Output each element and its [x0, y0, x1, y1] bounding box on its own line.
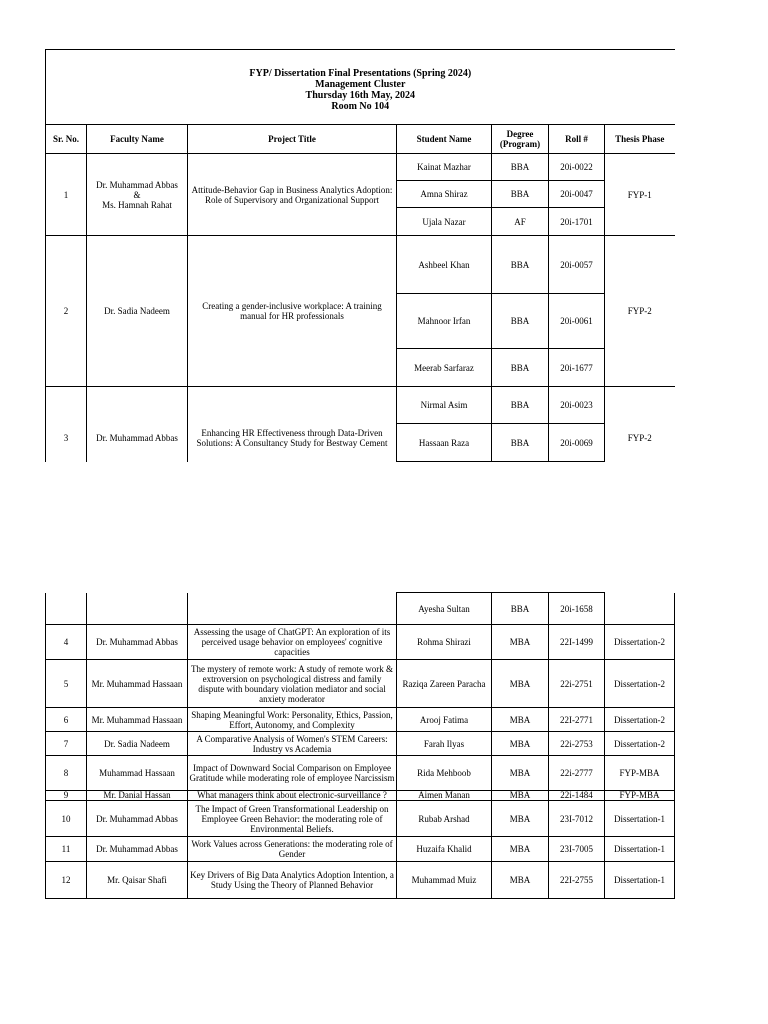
- faculty-cell: Muhammad Hassaan: [87, 756, 188, 791]
- phase-cell: Dissertation-1: [605, 801, 675, 837]
- sr-cell: 1: [46, 154, 87, 236]
- header-title: FYP/ Dissertation Final Presentations (Spring 2024): [249, 68, 472, 79]
- student-name-cell: Rubab Arshad: [397, 801, 492, 837]
- project-title-cell: Work Values across Generations: the moderating role of Gender: [188, 837, 397, 862]
- student-name-cell: Farah Ilyas: [397, 732, 492, 756]
- roll-cell: 20i-1658: [549, 593, 605, 625]
- degree-cell: MBA: [492, 801, 549, 837]
- faculty-cell: [87, 593, 188, 625]
- degree-cell: BBA: [492, 349, 549, 387]
- page-two-table-block: [45, 592, 675, 899]
- faculty-cell: Dr. Muhammad Abbas: [87, 801, 188, 837]
- phase-cell: [605, 593, 675, 625]
- student-name-cell: Meerab Sarfaraz: [397, 349, 492, 387]
- student-name-cell: Ujala Nazar: [397, 208, 492, 236]
- phase-cell: Dissertation-1: [605, 837, 675, 862]
- degree-cell: MBA: [492, 862, 549, 899]
- student-name-cell: Arooj Fatima: [397, 708, 492, 732]
- degree-cell: MBA: [492, 732, 549, 756]
- sr-cell: 5: [46, 660, 87, 708]
- phase-cell: FYP-2: [605, 236, 675, 387]
- faculty-cell: Mr. Qaisar Shafi: [87, 862, 188, 899]
- table-row: [46, 708, 675, 732]
- header-room: Room No 104: [331, 101, 390, 112]
- student-name-cell: Aimen Manan: [397, 791, 492, 801]
- roll-cell: 20i-0022: [549, 154, 605, 181]
- table-row: [46, 837, 675, 862]
- student-name-cell: Rida Mehboob: [397, 756, 492, 791]
- student-name-cell: Ayesha Sultan: [397, 593, 492, 625]
- project-title-cell: Enhancing HR Effectiveness through Data-Driven Solutions: A Consultancy Study for Bestway Cement: [188, 387, 397, 462]
- table-row: [46, 236, 675, 294]
- student-name-cell: Mahnoor Irfan: [397, 294, 492, 349]
- phase-cell: Dissertation-2: [605, 732, 675, 756]
- col-header-faculty: Faculty Name: [87, 125, 188, 154]
- roll-cell: 20i-0057: [549, 236, 605, 294]
- table-row: [46, 154, 675, 181]
- project-title-cell: Key Drivers of Big Data Analytics Adoption Intention, a Study Using the Theory of Planned Behavior: [188, 862, 397, 899]
- roll-cell: 22i-2753: [549, 732, 605, 756]
- sr-cell: 3: [46, 387, 87, 462]
- degree-cell: BBA: [492, 181, 549, 208]
- phase-cell: Dissertation-1: [605, 862, 675, 899]
- degree-cell: AF: [492, 208, 549, 236]
- degree-cell: BBA: [492, 387, 549, 424]
- project-title-cell: Shaping Meaningful Work: Personality, Ethics, Passion, Effort, Autonomy, and Complexity: [188, 708, 397, 732]
- schedule-table-part-2: [45, 592, 675, 899]
- student-name-cell: Nirmal Asim: [397, 387, 492, 424]
- col-header-phase: Thesis Phase: [605, 125, 675, 154]
- sr-cell: 12: [46, 862, 87, 899]
- phase-cell: FYP-MBA: [605, 756, 675, 791]
- roll-cell: 20i-0023: [549, 387, 605, 424]
- degree-cell: MBA: [492, 660, 549, 708]
- sr-cell: 11: [46, 837, 87, 862]
- phase-cell: Dissertation-2: [605, 625, 675, 660]
- student-name-cell: Muhammad Muiz: [397, 862, 492, 899]
- table-row: [46, 660, 675, 708]
- table-row: [46, 732, 675, 756]
- roll-cell: 23I-7012: [549, 801, 605, 837]
- faculty-cell: Dr. Muhammad Abbas: [87, 625, 188, 660]
- degree-cell: BBA: [492, 236, 549, 294]
- project-title-cell: Assessing the usage of ChatGPT: An exploration of its perceived usage behavior on employees' cognitive capacities: [188, 625, 397, 660]
- degree-cell: MBA: [492, 837, 549, 862]
- faculty-cell: Dr. Muhammad Abbas: [87, 837, 188, 862]
- col-header-degree-line1: Degree: [506, 129, 534, 139]
- roll-cell: 20i-0047: [549, 181, 605, 208]
- table-row: [46, 756, 675, 791]
- faculty-line: Ms. Hamnah Rahat: [102, 199, 172, 210]
- faculty-cell: Mr. Muhammad Hassaan: [87, 708, 188, 732]
- degree-cell: BBA: [492, 424, 549, 462]
- roll-cell: 22I-1499: [549, 625, 605, 660]
- faculty-cell: Mr. Danial Hassan: [87, 791, 188, 801]
- sr-cell: 6: [46, 708, 87, 732]
- degree-cell: BBA: [492, 294, 549, 349]
- degree-cell: BBA: [492, 593, 549, 625]
- phase-cell: Dissertation-2: [605, 708, 675, 732]
- student-name-cell: Rohma Shirazi: [397, 625, 492, 660]
- schedule-table-part-1: [45, 49, 675, 462]
- table-row: [46, 801, 675, 837]
- degree-cell: MBA: [492, 708, 549, 732]
- faculty-line: Dr. Muhammad Abbas: [96, 179, 178, 190]
- schedule-header: [46, 50, 675, 125]
- phase-cell: FYP-1: [605, 154, 675, 236]
- project-title-cell: Attitude-Behavior Gap in Business Analytics Adoption: Role of Supervisory and Organizational Support: [188, 154, 397, 236]
- table-row: [46, 862, 675, 899]
- sr-cell: 2: [46, 236, 87, 387]
- sr-cell: [46, 593, 87, 625]
- col-header-title: Project Title: [188, 125, 397, 154]
- roll-cell: 22I-2755: [549, 862, 605, 899]
- col-header-sr: Sr. No.: [46, 125, 87, 154]
- student-name-cell: Kainat Mazhar: [397, 154, 492, 181]
- sr-cell: 8: [46, 756, 87, 791]
- faculty-line: &: [133, 189, 141, 200]
- student-name-cell: Amna Shiraz: [397, 181, 492, 208]
- project-title-cell: Impact of Downward Social Comparison on Employee Gratitude while moderating role of employee Narcissism: [188, 756, 397, 791]
- project-title-cell: What managers think about electronic-surveillance ?: [188, 791, 397, 801]
- faculty-cell: Dr. Sadia Nadeem: [87, 236, 188, 387]
- roll-cell: 22i-2751: [549, 660, 605, 708]
- faculty-cell: Dr. Muhammad Abbas: [87, 387, 188, 462]
- degree-cell: MBA: [492, 625, 549, 660]
- faculty-cell: Mr. Muhammad Hassaan: [87, 660, 188, 708]
- table-row: [46, 387, 675, 424]
- roll-cell: 20i-1701: [549, 208, 605, 236]
- column-header-row: [46, 125, 675, 154]
- roll-cell: 20i-0069: [549, 424, 605, 462]
- roll-cell: 22i-2777: [549, 756, 605, 791]
- project-title-cell: The Impact of Green Transformational Leadership on Employee Green Behavior: the moderating role of Environmental Beliefs.: [188, 801, 397, 837]
- col-header-degree: [492, 125, 549, 154]
- col-header-degree-line2: (Program): [499, 139, 541, 149]
- student-name-cell: Ashbeel Khan: [397, 236, 492, 294]
- phase-cell: Dissertation-2: [605, 660, 675, 708]
- degree-cell: MBA: [492, 791, 549, 801]
- col-header-student: Student Name: [397, 125, 492, 154]
- faculty-cell: Dr. Sadia Nadeem: [87, 732, 188, 756]
- degree-cell: MBA: [492, 756, 549, 791]
- degree-cell: BBA: [492, 154, 549, 181]
- roll-cell: 23I-7005: [549, 837, 605, 862]
- project-title-cell: The mystery of remote work: A study of remote work & extroversion on psychological distress and family dispute with boundary violation mediator and social anxiety moderator: [188, 660, 397, 708]
- project-title-cell: [188, 593, 397, 625]
- sr-cell: 4: [46, 625, 87, 660]
- header-date: Thursday 16th May, 2024: [305, 90, 415, 101]
- phase-cell: FYP-MBA: [605, 791, 675, 801]
- project-title-cell: Creating a gender-inclusive workplace: A training manual for HR professionals: [188, 236, 397, 387]
- roll-cell: 22I-2771: [549, 708, 605, 732]
- sr-cell: 7: [46, 732, 87, 756]
- phase-cell: FYP-2: [605, 387, 675, 462]
- student-name-cell: Huzaifa Khalid: [397, 837, 492, 862]
- student-name-cell: Raziqa Zareen Paracha: [397, 660, 492, 708]
- header-cluster: Management Cluster: [315, 79, 406, 90]
- table-row: [46, 593, 675, 625]
- roll-cell: 20i-1677: [549, 349, 605, 387]
- sr-cell: 9: [46, 791, 87, 801]
- sr-cell: 10: [46, 801, 87, 837]
- project-title-cell: A Comparative Analysis of Women's STEM Careers: Industry vs Academia: [188, 732, 397, 756]
- student-name-cell: Hassaan Raza: [397, 424, 492, 462]
- col-header-roll: Roll #: [549, 125, 605, 154]
- table-row: [46, 791, 675, 801]
- page-one-table-block: [45, 49, 675, 462]
- table-row: [46, 625, 675, 660]
- roll-cell: 22i-1484: [549, 791, 605, 801]
- roll-cell: 20i-0061: [549, 294, 605, 349]
- faculty-cell: [87, 154, 188, 236]
